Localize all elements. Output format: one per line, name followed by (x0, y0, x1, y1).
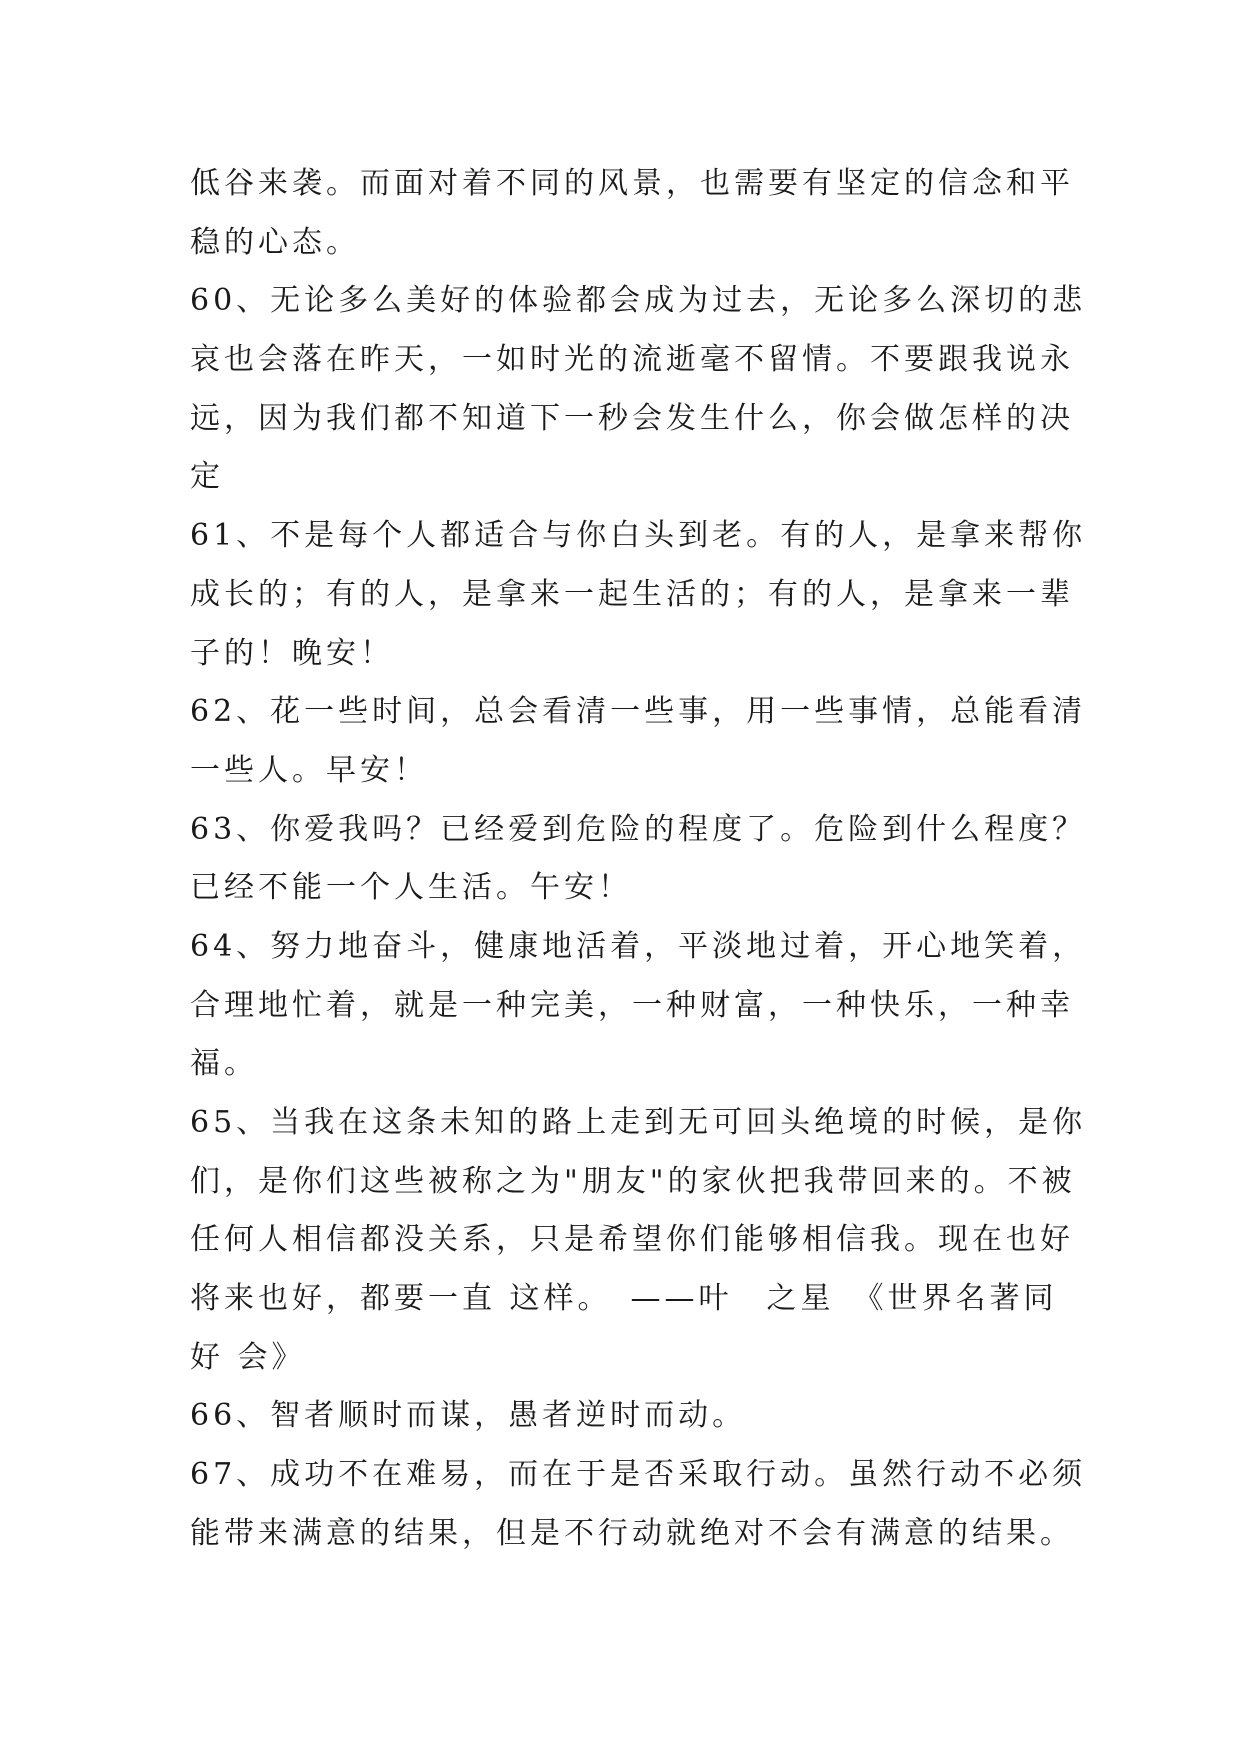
paragraph-item-63 (190, 801, 1090, 918)
text-line: 远，因为我们都不知道下一秒会发生什么，你会做怎样的决 (190, 400, 1074, 436)
text-line: 64、努力地奋斗，健康地活着，平淡地过着，开心地笑着， (190, 928, 1087, 964)
text-line: 定 (190, 459, 224, 495)
paragraph-item-61 (190, 507, 1090, 683)
text-line: 62、花一些时间，总会看清一些事，用一些事情，总能看清 (190, 694, 1087, 730)
text-line: 福。 (190, 1046, 258, 1082)
text-line: 稳的心态。 (190, 224, 360, 260)
text-line: 66、智者顺时而谋，愚者逆时而动。 (190, 1398, 747, 1434)
text-line: 们，是你们这些被称之为"朋友"的家伙把我带回来的。不被 (190, 1163, 1076, 1199)
text-line: 成长的；有的人，是拿来一起生活的；有的人，是拿来一辈 (190, 576, 1074, 612)
text-line: 任何人相信都没关系，只是希望你们能够相信我。现在也好 (190, 1222, 1074, 1258)
text-line: 低谷来袭。而面对着不同的风景，也需要有坚定的信念和平 (190, 166, 1074, 201)
paragraph-item-64 (190, 918, 1090, 1094)
text-line: 61、不是每个人都适合与你白头到老。有的人，是拿来帮你 (190, 518, 1087, 554)
text-line: 好 会》 (190, 1339, 306, 1375)
text-line: 合理地忙着，就是一种完美，一种财富，一种快乐，一种幸 (190, 987, 1074, 1023)
paragraph-item-66 (190, 1387, 1090, 1446)
document-body (190, 155, 1090, 1564)
text-line: 将来也好，都要一直 这样。 ——叶 之星 《世界名著同 (190, 1281, 1058, 1317)
text-line: 已经不能一个人生活。午安！ (190, 870, 632, 906)
text-line: 60、无论多么美好的体验都会成为过去，无论多么深切的悲 (190, 283, 1087, 319)
text-line: 67、成功不在难易，而在于是否采取行动。虽然行动不必须 (190, 1457, 1087, 1493)
paragraph-item-65 (190, 1094, 1090, 1387)
text-line: 63、你爱我吗？已经爱到危险的程度了。危险到什么程度？ (190, 811, 1087, 847)
paragraph-item-60 (190, 272, 1090, 507)
text-line: 一些人。早安！ (190, 752, 428, 788)
paragraph-item-62 (190, 683, 1090, 800)
text-line: 哀也会落在昨天，一如时光的流逝毫不留情。不要跟我说永 (190, 342, 1074, 378)
text-line: 子的！晚安！ (190, 635, 394, 671)
paragraph-continuation (190, 155, 1090, 272)
text-line: 65、当我在这条未知的路上走到无可回头绝境的时候，是你 (190, 1105, 1087, 1140)
paragraph-item-67 (190, 1446, 1090, 1563)
text-line: 能带来满意的结果，但是不行动就绝对不会有满意的结果。 (190, 1515, 1074, 1551)
